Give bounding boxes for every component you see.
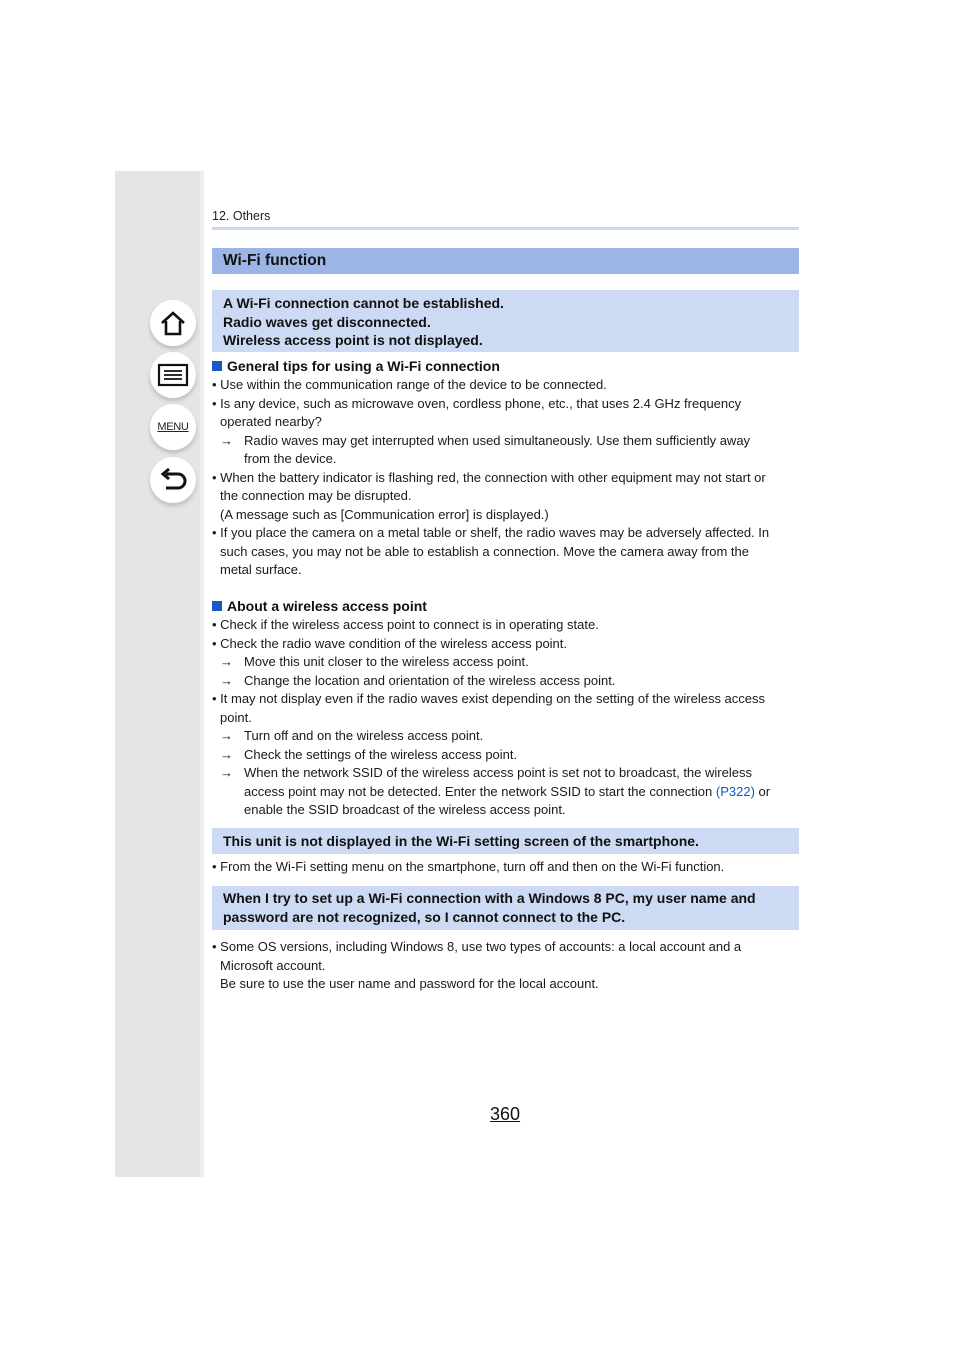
question-box-connection xyxy=(212,290,799,352)
arrow-item-text: Change the location and orientation of the wireless access point. xyxy=(244,672,616,688)
arrow-item-continuation: from the device. xyxy=(244,451,337,466)
arrow-item-text: When the network SSID of the wireless access point is set not to broadcast, the wireless xyxy=(244,765,752,780)
question-line: password are not recognized, so I cannot connect to the PC. xyxy=(223,909,626,925)
arrow-item-continuation xyxy=(212,783,799,802)
back-arrow-icon xyxy=(158,466,188,494)
access-point-list xyxy=(212,616,799,820)
list-item-continuation: such cases, you may not be able to establish a connection. Move the camera away from the xyxy=(220,543,749,559)
smartphone-list xyxy=(212,858,799,877)
home-button[interactable] xyxy=(150,300,196,346)
list-item: • It may not display even if the radio waves exist depending on the setting of the wireless access xyxy=(212,691,766,706)
square-bullet-icon xyxy=(212,601,222,611)
arrow-icon: → xyxy=(220,654,233,669)
arrow-icon: → xyxy=(220,746,233,762)
list-item-continuation: point. xyxy=(220,709,252,725)
list-item: • If you place the camera on a metal table or shelf, the radio waves may be adversely affected. In xyxy=(212,525,770,540)
menu-label: MENU xyxy=(157,421,189,433)
list-item: • Use within the communication range of the device to be connected. xyxy=(212,377,607,392)
question-line: Radio waves get disconnected. xyxy=(223,313,431,330)
arrow-item xyxy=(212,746,799,765)
list-item-continuation: operated nearby? xyxy=(220,414,322,429)
back-button[interactable] xyxy=(150,457,196,503)
question-line: When I try to set up a Wi-Fi connection with a Windows 8 PC, my user name and xyxy=(223,890,756,906)
page-number: 360 xyxy=(490,1104,521,1124)
sidebar-edge xyxy=(200,171,204,1177)
subheading-access-point xyxy=(212,598,427,614)
list-item: • From the Wi-Fi setting menu on the smartphone, turn off and then on the Wi-Fi function. xyxy=(212,859,725,874)
list-item: • Some OS versions, including Windows 8, use two types of accounts: a local account and a xyxy=(212,939,742,954)
header-rule xyxy=(212,227,799,230)
subheading-general-tips xyxy=(212,358,500,374)
list-item: • Check the radio wave condition of the wireless access point. xyxy=(212,635,568,651)
arrow-item-text: Check the settings of the wireless access point. xyxy=(244,746,518,762)
arrow-icon: → xyxy=(220,672,233,688)
home-icon xyxy=(158,308,188,338)
arrow-item xyxy=(212,432,799,451)
arrow-item-continuation: enable the SSID broadcast of the wireless access point. xyxy=(244,802,566,817)
list-item-continuation: the connection may be disrupted. xyxy=(220,488,412,503)
question-box-windows8 xyxy=(212,886,799,930)
arrow-item-text: Turn off and on the wireless access point. xyxy=(244,728,484,743)
list-item-continuation: metal surface. xyxy=(220,562,302,577)
arrow-item-text: or xyxy=(758,783,771,799)
subheading-text: General tips for using a Wi-Fi connection xyxy=(227,358,500,374)
table-of-contents-icon xyxy=(157,362,189,388)
list-item: • Is any device, such as microwave oven, cordless phone, etc., that uses 2.4 GHz frequency xyxy=(212,395,742,411)
windows8-list xyxy=(212,938,799,994)
arrow-item-text: access point may not be detected. Enter the network SSID to start the connection xyxy=(244,783,713,799)
question-line: Wireless access point is not displayed. xyxy=(223,332,483,348)
breadcrumb: 12. Others xyxy=(212,209,271,223)
arrow-icon: → xyxy=(220,765,233,780)
table-of-contents-button[interactable] xyxy=(150,352,196,398)
square-bullet-icon xyxy=(212,361,222,371)
arrow-item xyxy=(212,764,799,783)
question-box-smartphone: This unit is not displayed in the Wi-Fi setting screen of the smartphone. xyxy=(212,828,799,854)
arrow-item xyxy=(212,653,799,672)
list-item-continuation: Be sure to use the user name and password for the local account. xyxy=(220,976,599,991)
list-item: • When the battery indicator is flashing red, the connection with other equipment may not start or xyxy=(212,469,766,485)
question-line: A Wi-Fi connection cannot be established. xyxy=(223,295,504,311)
list-item-continuation: Microsoft account. xyxy=(220,957,326,973)
subheading-text: About a wireless access point xyxy=(227,598,427,614)
page-link-p322[interactable]: (P322) xyxy=(715,783,755,799)
general-tips-list xyxy=(212,376,799,580)
list-item: • Check if the wireless access point to connect is in operating state. xyxy=(212,617,599,632)
arrow-icon: → xyxy=(220,432,233,448)
arrow-icon: → xyxy=(220,728,233,743)
section-title: Wi-Fi function xyxy=(212,248,799,274)
arrow-item-text: Move this unit closer to the wireless access point. xyxy=(244,654,529,669)
arrow-item xyxy=(212,727,799,746)
arrow-item xyxy=(212,672,799,691)
arrow-item-text: Radio waves may get interrupted when used simultaneously. Use them sufficiently away xyxy=(244,432,751,448)
menu-button[interactable] xyxy=(150,404,196,450)
list-item-continuation: (A message such as [Communication error] is displayed.) xyxy=(220,506,549,522)
